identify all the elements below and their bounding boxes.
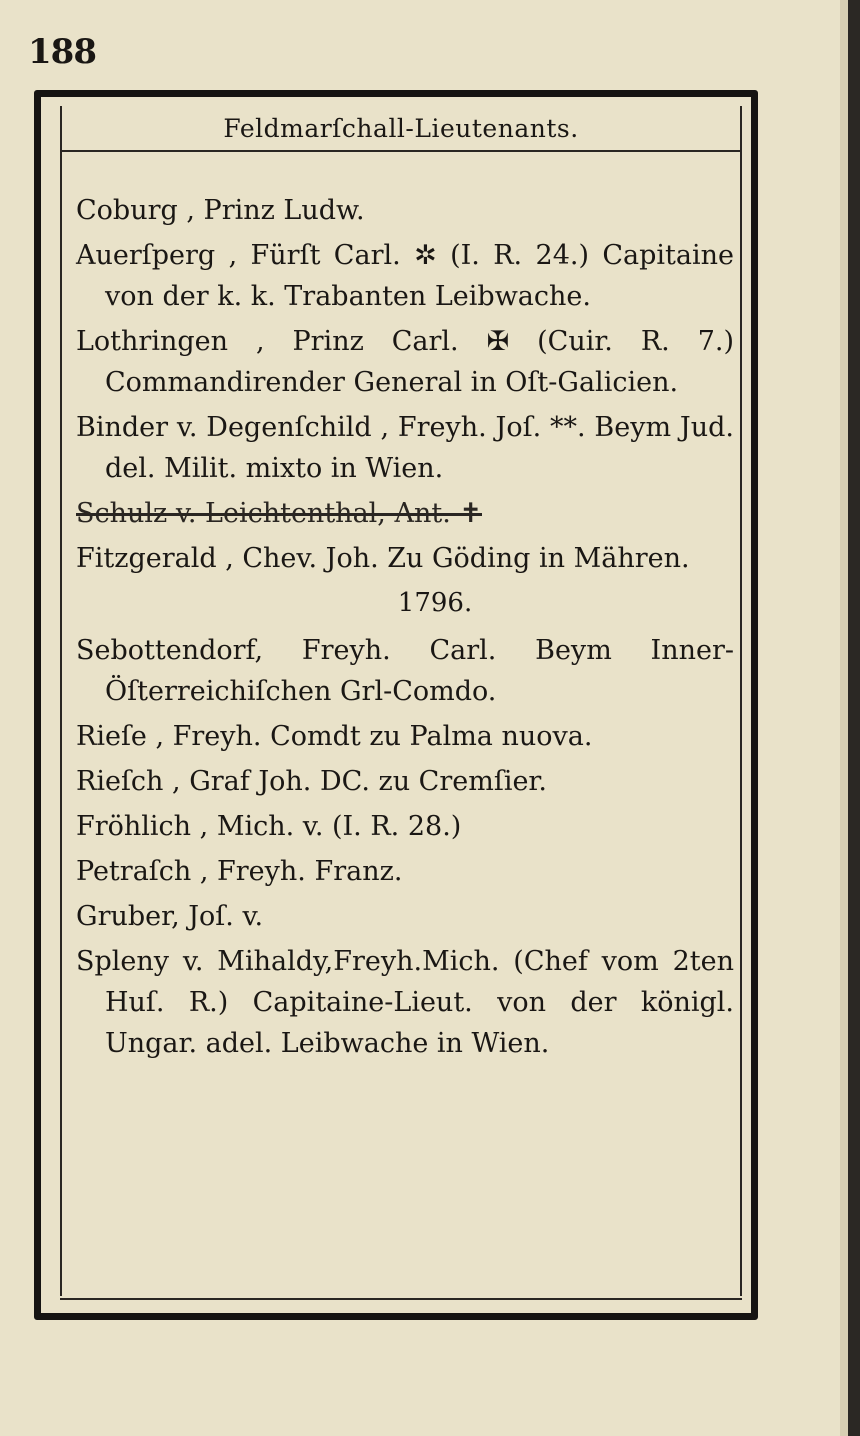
bottom-rule <box>60 1298 742 1300</box>
entry-coburg: Coburg , Prinz Ludw. <box>76 195 365 226</box>
entry-riesch: Rieſch , Graf Joh. DC. zu Cremſier. <box>76 766 547 797</box>
section-title: Feldmarſchall-Lieutenants. <box>223 114 579 143</box>
entry-fitzgerald: Fitzgerald , Chev. Joh. Zu Göding in Mähren. <box>76 543 690 574</box>
header-rule <box>60 150 742 152</box>
entry-riese: Rieſe , Freyh. Comdt zu Palma nuova. <box>76 721 593 752</box>
entry-lothringen: Lothringen , Prinz Carl. ✠ (Cuir. R. 7.) Commandirender General in Oſt-Galicien. <box>76 326 734 398</box>
entry-schulz-struck: Schulz v. Leichtenthal, Ant. ✝ <box>76 498 482 529</box>
entry-binder: Binder v. Degenſchild , Freyh. Joſ. **. Beym Jud. del. Milit. mixto in Wien. <box>76 412 734 484</box>
entry-spleny: Spleny v. Mihaldy,Freyh.Mich. (Chef vom 2ten Huſ. R.) Capitaine-Lieut. von der königl. Ungar. adel. Leibwache in Wien. <box>76 946 734 1059</box>
page-number: 188 <box>28 32 96 72</box>
year-heading: 1796. <box>397 588 473 618</box>
entry-list <box>76 190 734 1068</box>
entry-froehlich: Fröhlich , Mich. v. (I. R. 28.) <box>76 811 462 842</box>
page-edge-strip <box>840 0 848 1436</box>
entry-auersperg: Auerſperg , Fürſt Carl. ✲ (I. R. 24.) Capitaine von der k. k. Trabanten Leibwache. <box>76 240 734 312</box>
page-edge <box>848 0 860 1436</box>
entry-sebottendorf: Sebottendorf, Freyh. Carl. Beym Inner-Öſterreichiſchen Grl-Comdo. <box>76 635 734 707</box>
entry-gruber: Gruber, Joſ. v. <box>76 901 264 932</box>
entry-petrasch: Petraſch , Freyh. Franz. <box>76 856 403 887</box>
